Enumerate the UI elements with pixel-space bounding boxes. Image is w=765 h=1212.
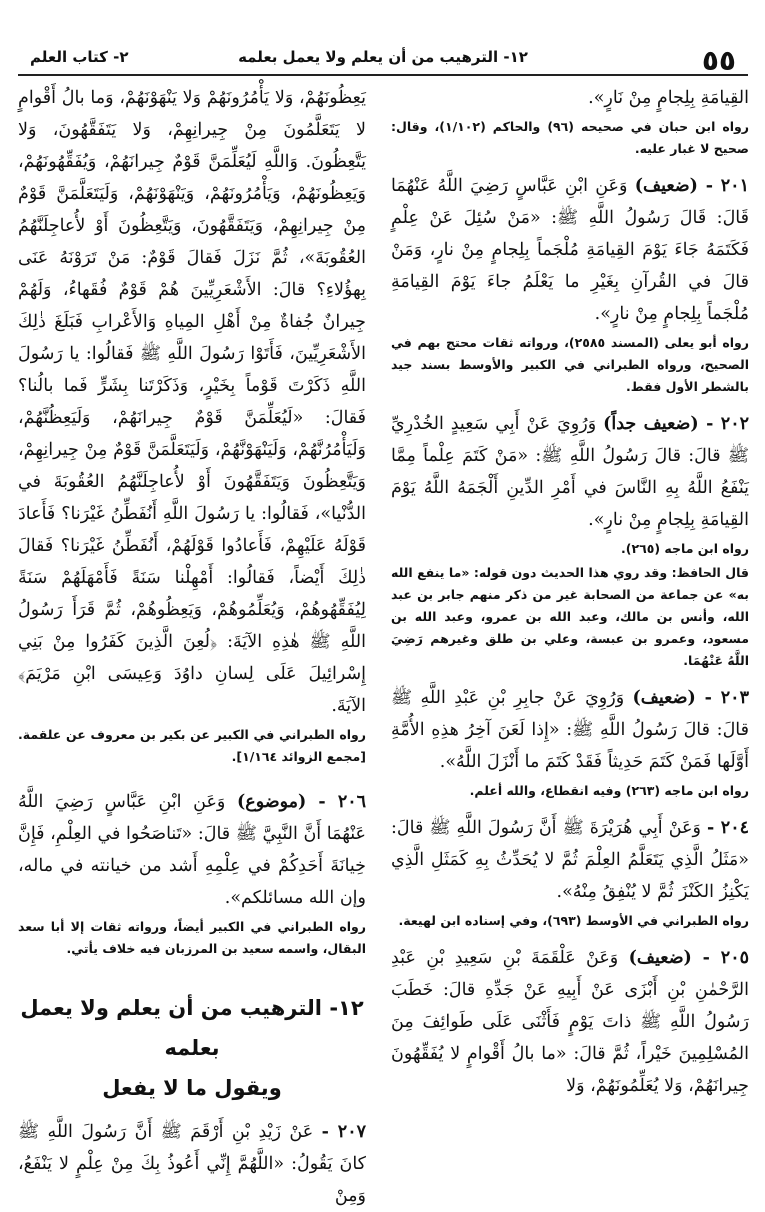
hadith-number: ٢٠٦ - (موضوع) — [236, 792, 367, 812]
top-continuation — [391, 82, 749, 160]
source-reference: رواه ابن حبان في صحيحه (٩٦) والحاكم (١/١٠٢)، وقال: صحيح لا غبار عليه. — [391, 119, 749, 156]
hadith-number: ٢٠٢ - (ضعيف جداً) — [603, 414, 749, 434]
hadith-body: وَرُوِيَ عَنْ جابِرِ بْنِ عَبْدِ اللَّهِ ﷺ قالَ: قالَ رَسُولُ اللَّهِ ﷺ: «إِذا لَعَنَ آخِرُ هذِهِ الأُمَّةِ أَوَّلَها فَمَنْ كَتَمَ حَدِيثاً فَقَدْ كَتَمَ ما أَنْزَلَ اللَّهُ». — [391, 688, 749, 772]
hadith-body: وَعَنِ ابْنِ عَبَّاسٍ رَضِيَ اللَّهُ عَنْهُمَا قَالَ: قَالَ رَسُولُ اللَّهِ ﷺ: «مَنْ سُئِلَ عَنْ عِلْمٍ فَكَتَمَهُ جَاءَ يَوْمَ القِيامَةِ مُلْجَماً بِلِجامٍ مِنْ نارٍ، وَمَنْ قالَ في القُرآنِ بِغَيْرِ ما يَعْلَمُ جاءَ يَوْمَ القِيامَةِ مُلْجَماً بِلِجامٍ مِنْ نارٍ». — [391, 176, 749, 324]
hadith-text — [391, 942, 749, 1102]
source-reference: رواه ابن ماجه (٢٦٥). — [620, 541, 749, 556]
source-reference: رواه الطبراني في الأوسط (٦٩٣)، وفي إسناده ابن لهيعة. — [398, 913, 749, 928]
hadith-text — [391, 170, 749, 330]
running-book-title: ٢- كتاب العلم — [30, 48, 129, 66]
hadith-body: وَرُوِيَ عَنْ أَبِي سَعِيدٍ الخُدْرِيِّ ﷺ قالَ: قالَ رَسُولُ اللَّهِ ﷺ: «مَنْ كَتَمَ عِلْماً مِمَّا يَنْفَعُ اللَّهُ بِهِ النَّاسَ في أَمْرِ الدِّينِ أَلْجَمَهُ اللَّهُ يَوْمَ القِيامَةِ بِلِجامٍ مِنْ نارٍ». — [391, 414, 749, 530]
page-header — [18, 40, 748, 76]
hadith-text: يَعِظُونَهُمْ، وَلا يَأْمُرُونَهُمْ وَلا يَنْهَوْنَهُمْ، وَما بالُ أَقْوامٍ لا يَتَعَلَّمُونَ مِنْ جِيرانِهِمْ، وَلا يَتَفَقَّهُونَ، وَلا يَتَّعِظُونَ. وَاللَّهِ لَيُعَلِّمَنَّ قَوْمٌ جِيرانَهُمْ، وَيُفَقِّهُونَهُمْ، وَيَعِظُونَهُمْ، وَيَأْمُرُونَهُمْ، وَيَنْهَوْنَهُمْ، وَلَيَتَعَلَّمَنَّ قَوْمٌ مِنْ جِيرانِهِمْ، وَيَتَفَقَّهُونَ، وَيَتَّعِظُونَ أَوْ لأُعاجِلَنَّهُمُ العُقُوبَةَ»، ثُمَّ نَزَلَ فَقالَ قَوْمٌ: مَنْ تَرَوْنَهُ عَنَى بِهؤُلاءِ؟ قالَ: الأَشْعَرِيِّينَ هُمْ قَوْمٌ فُقَهاءُ، وَلَهُمْ جِيرانٌ جُفاةٌ مِنْ أَهْلِ المِياهِ وَالأَعْرابِ فَبَلَغَ ذٰلِكَ الأَشْعَرِيِّينَ، فَأَتَوْا رَسُولَ اللَّهِ ﷺ فَقالُوا: يا رَسُولَ اللَّهِ ذَكَرْتَ قَوْماً بِخَيْرٍ، وَذَكَرْتَنا بِشَرٍّ فَما بالُنا؟ فَقالَ: «لَيُعَلِّمَنَّ قَوْمٌ جِيرانَهُمْ، وَلَيَعِظُنَّهُمْ، وَلَيَأْمُرُنَّهُمْ، وَلَيَنْهَوْنَّهُمْ، وَلَيَتَعَلَّمَنَّ قَوْمٌ مِنْ جِيرانِهِمْ، وَيَتَّعِظُونَ وَيَتَفَقَّهُونَ أَوْ لأُعاجِلَنَّهُمُ العُقُوبَةَ في الدُّنْيا»، فَقالُوا: يا رَسُولَ اللَّهِ أَنُفَطِّنُ غَيْرَنا؟ فَأَعادَ قَوْلَهُ عَلَيْهِمْ، فَأَعادُوا قَوْلَهُمْ، أَنُفَطِّنُ غَيْرَنا؟ فَقالَ ذٰلِكَ أَيْضاً، فَقالُوا: أَمْهِلْنا سَنَةً فَأَمْهَلَهُمْ سَنَةً لِيُفَقِّهُوهُمْ، وَيُعَلِّمُوهُمْ، وَيَعِظُوهُمْ، ثُمَّ قَرَأَ رَسُولُ اللَّهِ ﷺ هٰذِهِ الآيَةَ: ﴿لُعِنَ الَّذِينَ كَفَرُوا مِنْ بَنِي إِسْرائِيلَ عَلَى لِسانِ داوُدَ وَعِيسَى ابْنِ مَرْيَمَ﴾ الآيَةَ. — [18, 88, 366, 716]
hadith-204 — [391, 812, 749, 932]
hadith-number: ٢٠٧ - — [321, 1122, 366, 1142]
chapter-heading — [18, 988, 366, 1108]
hadith-number: ٢٠١ - (ضعيف) — [634, 176, 749, 196]
hadith-text — [18, 1116, 366, 1212]
hadith-body: وَعَنِ ابْنِ عَبَّاسٍ رَضِيَ اللَّهُ عَنْهُمَا أَنَّ النَّبِيَّ ﷺ قالَ: «تَناصَحُوا في العِلْمِ، فَإِنَّ خِيانَةَ أَحَدِكُمْ في عِلْمِهِ أَشد من خيانته في ماله، وإن الله مسائلكم». — [18, 792, 366, 908]
commentary-note: قال الحافظ: وقد روي هذا الحديث دون قوله: «ما ينفع الله به» عن جماعة من الصحابة غير من ذكر منهم جابر بن عبد الله، وأنس بن مالك، وعبد الله بن عمرو، وعبد الله بن مسعود، وعمرو بن عبسة، وعلي بن طلق وغيرهم رَضِيَ اللَّهُ عَنْهُمَا. — [391, 565, 749, 668]
source-reference: رواه ابن ماجه (٢٦٣) وفيه انقطاع، والله أعلم. — [469, 783, 749, 798]
hadith-202 — [391, 408, 749, 672]
hadith-number: ٢٠٤ - — [706, 818, 749, 838]
hadith-body: عَنْ زَيْدِ بْنِ أَرْقَمَ ﷺ أَنَّ رَسُولَ اللَّهِ ﷺ كانَ يَقُولُ: «اللَّهُمَّ إِنِّي أَعُوذُ بِكَ مِنْ عِلْمٍ لا يَنْفَعُ، وَمِنْ — [18, 1122, 366, 1206]
hadith-text — [391, 682, 749, 778]
hadith-body: وَعَنْ أَبِي هُرَيْرَةَ ﷺ أَنَّ رَسُولَ اللَّهِ ﷺ قالَ: «مَثَلُ الَّذِي يَتَعَلَّمُ العِلْمَ ثُمَّ لا يُحَدِّثُ بِهِ كَمَثَلِ الَّذِي يَكْنِزُ الكَنْزَ ثُمَّ لا يُنْفِقُ مِنْهُ». — [391, 818, 749, 902]
source-reference: رواه الطبراني في الكبير أيضاً، ورواته ثقات إلا أبا سعد البقال، واسمه سعيد بن المرزبان فيه خلاف يأتي. — [18, 919, 366, 956]
hadith-text — [391, 408, 749, 536]
chapter-heading-line: ويقول ما لا يفعل — [102, 1076, 282, 1100]
hadith-205-continued — [18, 82, 366, 768]
hadith-206 — [18, 786, 366, 960]
hadith-text — [391, 812, 749, 908]
chapter-heading-line: ١٢- الترهيب من أن يعلم ولا يعمل بعلمه — [20, 996, 364, 1060]
right-column — [391, 82, 749, 1096]
source-reference: رواه الطبراني في الكبير عن بكير بن معروف عن علقمة. [مجمع الزوائد ١/١٦٤]. — [18, 727, 366, 764]
page-number: ٥٥ — [701, 44, 736, 77]
left-column — [18, 82, 367, 1206]
source-reference: رواه أبو يعلى (المسند ٢٥٨٥)، ورواته ثقات محتج بهم في الصحيح، ورواه الطبراني في الكبير والأوسط بسند جيد بالشطر الأول فقط. — [391, 335, 749, 394]
hadith-207 — [18, 1116, 366, 1212]
hadith-text — [18, 786, 366, 914]
hadith-number: ٢٠٣ - (ضعيف) — [632, 688, 749, 708]
running-chapter-title: ١٢- الترهيب من أن يعلم ولا يعمل بعلمه — [238, 48, 528, 66]
hadith-205 — [391, 942, 749, 1102]
hadith-number: ٢٠٥ - (ضعيف) — [628, 948, 749, 968]
hadith-text: القِيامَةِ بِلِجامٍ مِنْ نَارٍ». — [588, 88, 749, 108]
hadith-203 — [391, 682, 749, 802]
hadith-body: وَعَنْ عَلْقَمَةَ بْنِ سَعِيدِ بْنِ عَبْدِ الرَّحْمٰنِ بْنِ أَبْزَى عَنْ أَبِيهِ عَنْ جَدِّهِ قالَ: خَطَبَ رَسُولُ اللَّهِ ﷺ ذاتَ يَوْمٍ فَأَثْنَى عَلَى طَوائِفَ مِنَ المُسْلِمِينَ خَيْراً، ثُمَّ قالَ: «ما بالُ أَقْوامٍ لا يُفَقِّهُونَ جِيرانَهُمْ، وَلا يُعَلِّمُونَهُمْ، وَلا — [391, 948, 749, 1096]
hadith-201 — [391, 170, 749, 398]
